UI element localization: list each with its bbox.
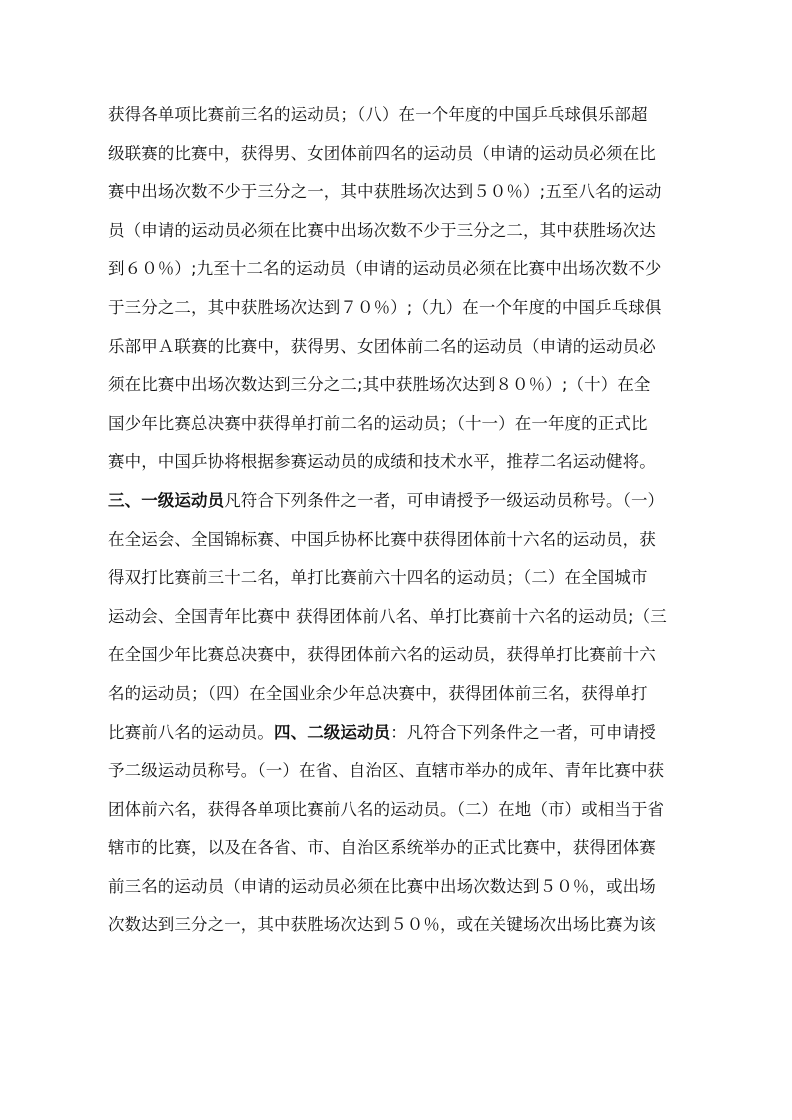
text-line [108, 598, 688, 637]
text-segment: 得双打比赛前三十二名，单打比赛前六十四名的运动员；（二）在全国城市 [108, 568, 648, 588]
text-line [108, 482, 688, 521]
text-segment: ：凡符合下列条件之一者，可申请授 [390, 722, 656, 742]
text-line [108, 443, 688, 482]
text-line [108, 559, 688, 598]
text-line [108, 212, 688, 251]
text-segment: 运动会、全国青年比赛中 获得团体前八名、单打比赛前十六名的运动员;（三 [108, 606, 667, 626]
text-line [108, 366, 688, 405]
text-segment: 次数达到三分之一，其中获胜场次达到５０％，或在关键场次出场比赛为该 [108, 915, 656, 935]
text-segment: 须在比赛中出场次数达到三分之二;其中获胜场次达到８０％）;（十）在全 [108, 375, 651, 395]
text-line [108, 328, 688, 367]
text-segment: 比赛前八名的运动员。 [108, 722, 274, 742]
text-line [108, 289, 688, 328]
text-line [108, 173, 688, 212]
text-line [108, 675, 688, 714]
text-line [108, 791, 688, 830]
text-segment: 获得各单项比赛前三名的运动员；（八）在一个年度的中国乒乓球俱乐部超 [108, 105, 648, 124]
text-segment: 于三分之二，其中获胜场次达到７０％）;（九）在一个年度的中国乒乓球俱 [108, 297, 662, 317]
text-line [108, 135, 688, 174]
text-segment: 到６０％）;九至十二名的运动员（申请的运动员必须在比赛中出场次数不少 [108, 259, 662, 279]
text-segment: 赛中出场次数不少于三分之一，其中获胜场次达到５０％）;五至八名的运动 [108, 182, 662, 202]
text-line [108, 636, 688, 675]
text-line [108, 906, 688, 945]
text-segment: 员（申请的运动员必须在比赛中出场次数不少于三分之二，其中获胜场次达 [108, 220, 656, 240]
text-segment: 予二级运动员称号。（一）在省、自治区、直辖市举办的成年、青年比赛中获 [108, 761, 665, 781]
text-segment: 在全国少年比赛总决赛中，获得团体前六名的运动员，获得单打比赛前十六 [108, 645, 656, 665]
text-segment: 在全运会、全国锦标赛、中国乒协杯比赛中获得团体前十六名的运动员，获 [108, 529, 656, 549]
text-line [108, 752, 688, 791]
text-line [108, 250, 688, 289]
text-segment: 前三名的运动员（申请的运动员必须在比赛中出场次数达到５０％，或出场 [108, 876, 656, 896]
text-line [108, 829, 688, 868]
text-line [108, 405, 688, 444]
text-line [108, 521, 688, 560]
text-segment: 赛中，中国乒协将根据参赛运动员的成绩和技术水平，推荐二名运动健将。 [108, 452, 656, 472]
section-heading: 四、二级运动员 [274, 722, 391, 742]
text-segment: 凡符合下列条件之一者，可申请授予一级运动员称号。（一） [224, 490, 665, 510]
text-segment: 辖市的比赛，以及在各省、市、自治区系统举办的正式比赛中，获得团体赛 [108, 838, 656, 858]
text-line [108, 868, 688, 907]
text-segment: 名的运动员；（四）在全国业余少年总决赛中，获得团体前三名，获得单打 [108, 683, 648, 703]
section-heading: 三、一级运动员 [108, 490, 225, 510]
text-segment: 团体前六名，获得各单项比赛前八名的运动员。（二）在地（市）或相当于省 [108, 799, 665, 819]
text-line [108, 714, 688, 753]
text-segment: 级联赛的比赛中，获得男、女团体前四名的运动员（申请的运动员必须在比 [108, 143, 656, 163]
text-segment: 国少年比赛总决赛中获得单打前二名的运动员；（十一）在一年度的正式比 [108, 413, 648, 433]
document-body [108, 96, 688, 945]
text-segment: 乐部甲Ａ联赛的比赛中，获得男、女团体前二名的运动员（申请的运动员必 [108, 336, 656, 356]
text-line [108, 96, 688, 135]
